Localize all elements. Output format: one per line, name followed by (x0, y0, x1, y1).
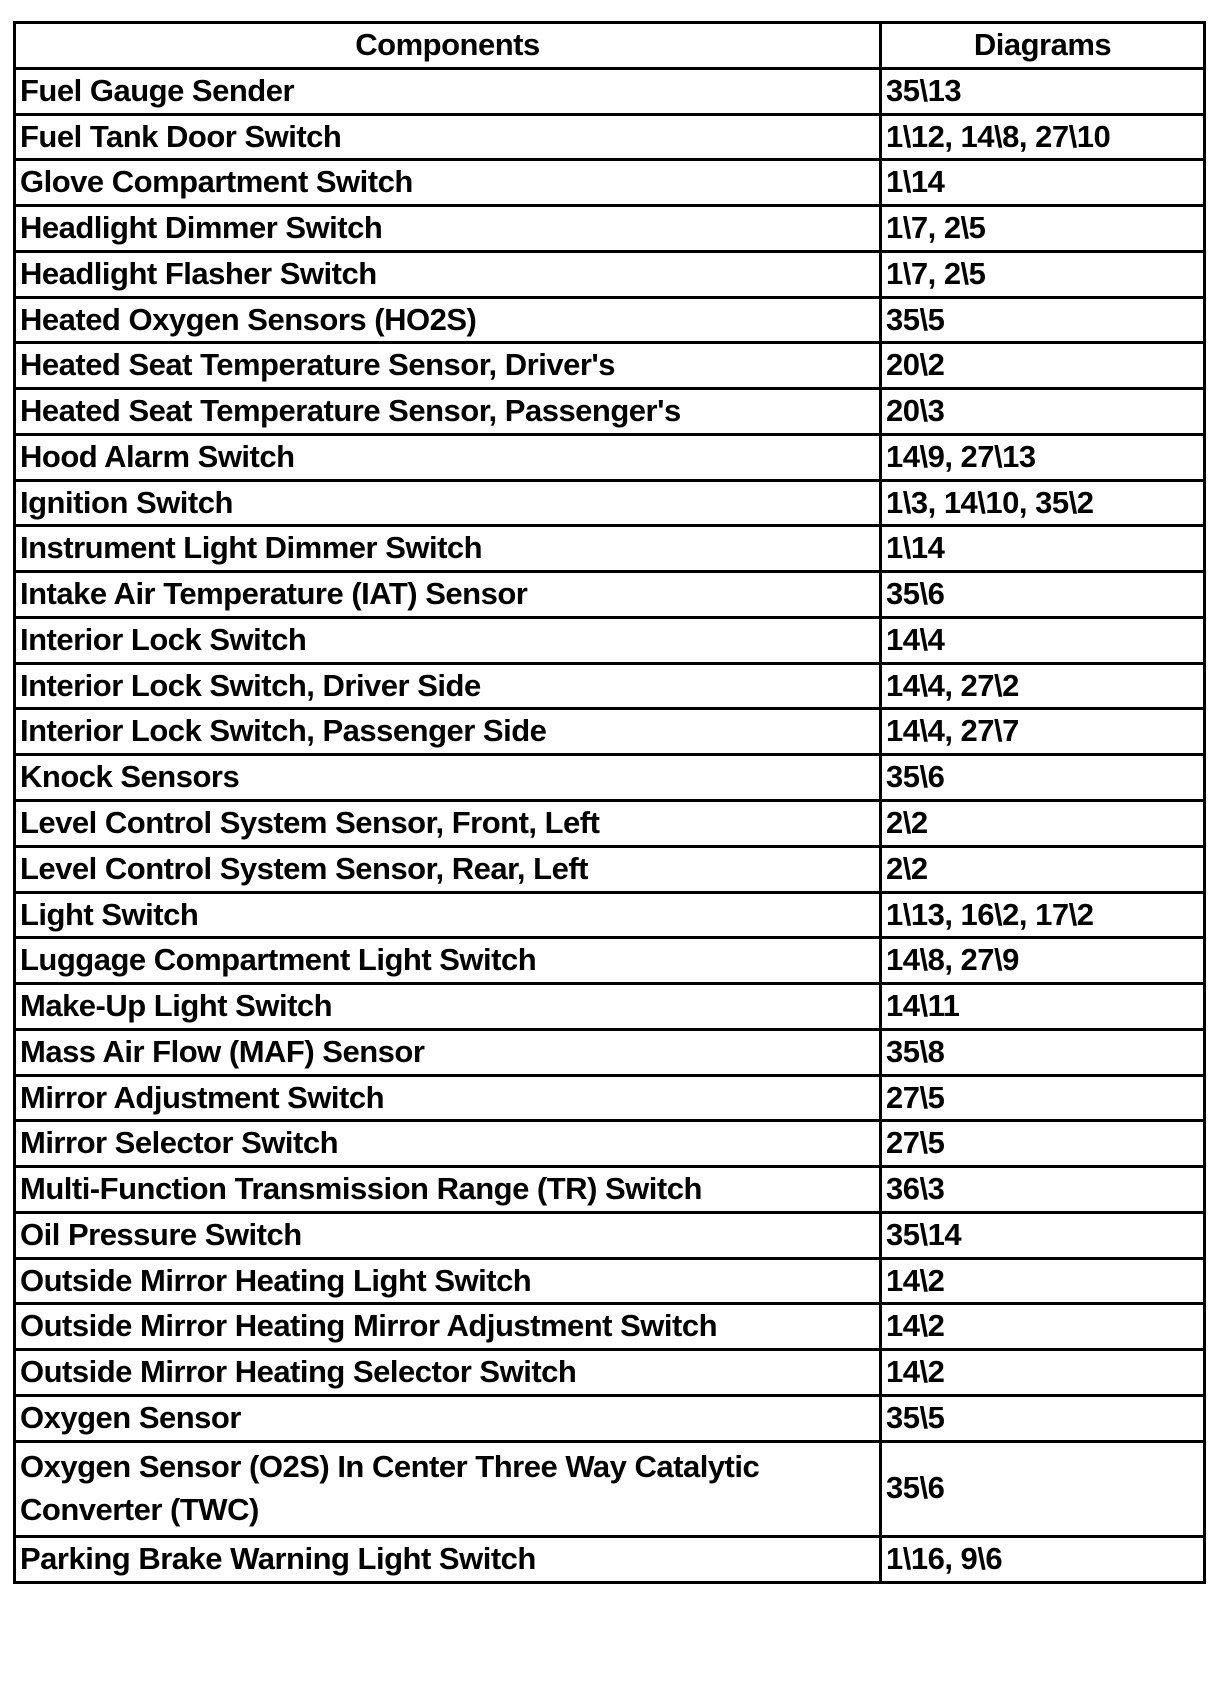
table-row (15, 389, 1205, 435)
component-cell: Level Control System Sensor, Front, Left (15, 801, 881, 847)
component-cell: Level Control System Sensor, Rear, Left (15, 846, 881, 892)
table-row (15, 434, 1205, 480)
diagrams-cell: 35\6 (881, 1441, 1205, 1536)
table-row (15, 206, 1205, 252)
component-cell: Headlight Flasher Switch (15, 251, 881, 297)
component-cell: Hood Alarm Switch (15, 434, 881, 480)
component-cell: Heated Seat Temperature Sensor, Driver's (15, 343, 881, 389)
table-row (15, 1121, 1205, 1167)
diagrams-cell: 20\3 (881, 389, 1205, 435)
components-table (13, 21, 1206, 1584)
component-cell: Mirror Selector Switch (15, 1121, 881, 1167)
diagrams-cell: 27\5 (881, 1121, 1205, 1167)
table-row (15, 297, 1205, 343)
diagrams-cell: 14\4 (881, 617, 1205, 663)
diagrams-cell: 1\14 (881, 526, 1205, 572)
table-row (15, 1441, 1205, 1536)
component-cell: Fuel Gauge Sender (15, 68, 881, 114)
diagrams-cell: 1\12, 14\8, 27\10 (881, 114, 1205, 160)
diagrams-cell: 1\3, 14\10, 35\2 (881, 480, 1205, 526)
diagrams-cell: 35\14 (881, 1212, 1205, 1258)
table-row (15, 1395, 1205, 1441)
table-row (15, 160, 1205, 206)
component-cell: Luggage Compartment Light Switch (15, 938, 881, 984)
table-row (15, 1029, 1205, 1075)
component-cell: Intake Air Temperature (IAT) Sensor (15, 572, 881, 618)
table-row (15, 938, 1205, 984)
table-row (15, 1258, 1205, 1304)
diagrams-cell: 14\8, 27\9 (881, 938, 1205, 984)
table-row (15, 251, 1205, 297)
diagrams-cell: 14\11 (881, 984, 1205, 1030)
component-cell: Interior Lock Switch (15, 617, 881, 663)
table-row (15, 801, 1205, 847)
diagrams-cell: 14\2 (881, 1304, 1205, 1350)
component-cell: Heated Oxygen Sensors (HO2S) (15, 297, 881, 343)
diagrams-cell: 35\5 (881, 1395, 1205, 1441)
diagrams-cell: 1\7, 2\5 (881, 251, 1205, 297)
component-cell: Light Switch (15, 892, 881, 938)
component-cell: Ignition Switch (15, 480, 881, 526)
diagrams-cell: 35\6 (881, 572, 1205, 618)
diagrams-cell: 14\2 (881, 1350, 1205, 1396)
diagrams-cell: 35\6 (881, 755, 1205, 801)
table-row (15, 1075, 1205, 1121)
component-cell: Outside Mirror Heating Selector Switch (15, 1350, 881, 1396)
component-cell: Outside Mirror Heating Mirror Adjustment Switch (15, 1304, 881, 1350)
diagrams-cell: 1\7, 2\5 (881, 206, 1205, 252)
component-cell: Instrument Light Dimmer Switch (15, 526, 881, 572)
components-column-header: Components (15, 23, 881, 69)
component-cell: Mirror Adjustment Switch (15, 1075, 881, 1121)
diagrams-cell: 2\2 (881, 846, 1205, 892)
diagrams-cell: 14\9, 27\13 (881, 434, 1205, 480)
table-row (15, 68, 1205, 114)
diagrams-cell: 20\2 (881, 343, 1205, 389)
table-row (15, 846, 1205, 892)
table-row (15, 572, 1205, 618)
table-row (15, 663, 1205, 709)
diagrams-cell: 36\3 (881, 1167, 1205, 1213)
diagrams-cell: 27\5 (881, 1075, 1205, 1121)
component-cell: Oil Pressure Switch (15, 1212, 881, 1258)
table-row (15, 343, 1205, 389)
table-body (15, 68, 1205, 1582)
table-row (15, 114, 1205, 160)
diagrams-cell: 14\4, 27\7 (881, 709, 1205, 755)
table-row (15, 1167, 1205, 1213)
diagrams-cell: 1\16, 9\6 (881, 1536, 1205, 1582)
table-row (15, 1350, 1205, 1396)
diagrams-cell: 14\4, 27\2 (881, 663, 1205, 709)
table-row (15, 480, 1205, 526)
component-cell: Multi-Function Transmission Range (TR) Switch (15, 1167, 881, 1213)
table-header-row (15, 23, 1205, 69)
diagrams-column-header: Diagrams (881, 23, 1205, 69)
diagrams-cell: 35\13 (881, 68, 1205, 114)
diagrams-cell: 2\2 (881, 801, 1205, 847)
table-row (15, 1304, 1205, 1350)
table-row (15, 526, 1205, 572)
component-cell: Glove Compartment Switch (15, 160, 881, 206)
table-row (15, 709, 1205, 755)
component-cell: Interior Lock Switch, Driver Side (15, 663, 881, 709)
table-row (15, 984, 1205, 1030)
table-row (15, 755, 1205, 801)
table-row (15, 1212, 1205, 1258)
component-cell: Outside Mirror Heating Light Switch (15, 1258, 881, 1304)
component-cell: Interior Lock Switch, Passenger Side (15, 709, 881, 755)
component-cell: Oxygen Sensor (15, 1395, 881, 1441)
component-cell: Knock Sensors (15, 755, 881, 801)
component-cell: Oxygen Sensor (O2S) In Center Three Way Catalytic Converter (TWC) (15, 1441, 881, 1536)
component-cell: Make-Up Light Switch (15, 984, 881, 1030)
component-cell: Mass Air Flow (MAF) Sensor (15, 1029, 881, 1075)
diagrams-cell: 35\8 (881, 1029, 1205, 1075)
component-cell: Headlight Dimmer Switch (15, 206, 881, 252)
diagrams-cell: 1\14 (881, 160, 1205, 206)
diagrams-cell: 35\5 (881, 297, 1205, 343)
component-cell: Fuel Tank Door Switch (15, 114, 881, 160)
diagrams-cell: 14\2 (881, 1258, 1205, 1304)
diagrams-cell: 1\13, 16\2, 17\2 (881, 892, 1205, 938)
table-row (15, 892, 1205, 938)
table-row (15, 617, 1205, 663)
component-cell: Heated Seat Temperature Sensor, Passenger's (15, 389, 881, 435)
component-cell: Parking Brake Warning Light Switch (15, 1536, 881, 1582)
table-row (15, 1536, 1205, 1582)
